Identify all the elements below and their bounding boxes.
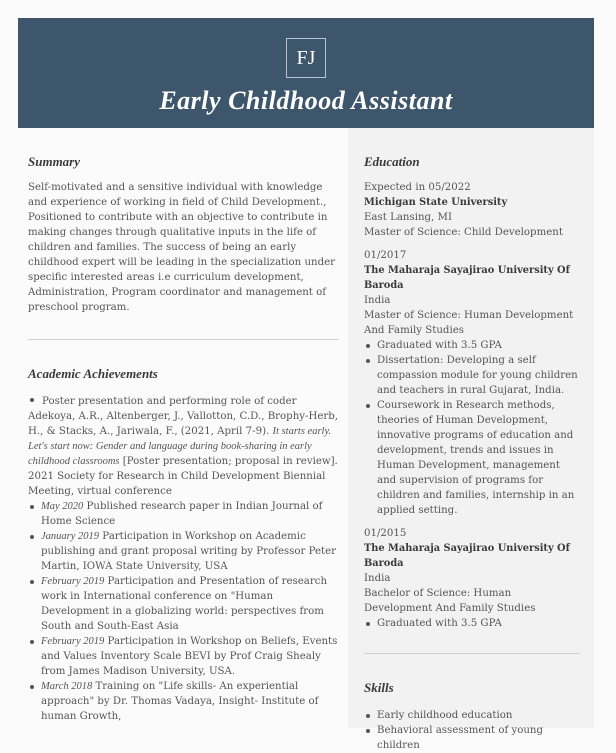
education-date: 01/2017: [364, 250, 407, 261]
education-bullet: Graduated with 3.5 GPA: [364, 616, 580, 631]
section-divider: [28, 339, 338, 340]
achievement-item: Poster presentation and performing role of coder Adekoya, A.R., Altenberger, J., Vallotton, C.D., Brophy-Herb, H., & Stacks, A., Jariwala, F., (2021, April 7-9). It starts early. Let's start now: Gender and language during book-sharing in early childhood classrooms [Poster presentation; proposal in review]. 2021 Society for Research in Child Development Biennial Meeting, virtual conference: [28, 396, 339, 497]
degree: Master of Science: Human Development And Family Studies: [364, 310, 574, 336]
skill-item: Behavioral assessment of young children: [364, 723, 580, 753]
school-location: India: [364, 573, 391, 584]
achievement-item: February 2019 Participation and Presentation of research work in International conference on "Human Development in a globalizing world: perspectives from South and South-East Asia: [28, 574, 338, 634]
summary-text: Self-motivated and a sensitive individual with knowledge and experience of working in field of Child Development., Positioned to contribute with an objective to contribute in making changes through qualitative inputs in the life of children and families. The success of being an early childhood expert will be leading in the specialization under specific interested areas i.e curriculum development, Administration, Program coordinator and management of preschool program.: [28, 182, 335, 313]
achievements-list: [28, 499, 338, 724]
bullet-icon: [30, 398, 34, 402]
summary-heading: Summary: [28, 154, 81, 169]
skills-list: [364, 708, 580, 753]
achievements-heading: Academic Achievements: [28, 366, 158, 381]
monogram-badge: FJ: [286, 38, 326, 78]
education-bullet: Graduated with 3.5 GPA: [364, 338, 580, 353]
school-name: The Maharaja Sayajirao University Of Baroda: [364, 543, 570, 569]
resume-page: [18, 18, 594, 751]
achievement-item: May 2020 Published research paper in Indian Journal of Home Science: [28, 499, 338, 529]
education-entry: [364, 526, 580, 631]
skills-section: [364, 680, 580, 753]
job-title: Early Childhood Assistant: [159, 86, 453, 115]
degree: Bachelor of Science: Human Development And Family Studies: [364, 588, 536, 614]
resume-header: [18, 18, 594, 128]
skills-heading: Skills: [364, 680, 394, 695]
education-entry: [364, 248, 580, 518]
achievement-item: January 2019 Participation in Workshop on Academic publishing and grant proposal writing by Professor Peter Martin, IOWA State University, USA: [28, 529, 338, 574]
education-bullets: [364, 338, 580, 518]
achievement-item: February 2019 Participation in Workshop on Beliefs, Events and Values Inventory Scale BEVI by Prof Craig Shealy from James Madison University, USA.: [28, 634, 338, 679]
skill-item: Early childhood education: [364, 708, 580, 723]
degree: Master of Science: Child Development: [364, 227, 563, 238]
school-name: The Maharaja Sayajirao University Of Baroda: [364, 265, 570, 291]
achievement-item: March 2018 Training on "Life skills- An experiential approach" by Dr. Thomas Vadaya, Insight- Institute of human Growth,: [28, 679, 338, 724]
education-heading: Education: [364, 154, 420, 169]
education-date: Expected in 05/2022: [364, 182, 471, 193]
summary-section: [28, 154, 338, 315]
education-bullets: [364, 616, 580, 631]
education-bullet: Coursework in Research methods, theories of Human Development, innovative programs of education and development, trends and issues in Human Development, management and supervision of programs for children and families, internship in an applied setting.: [364, 398, 580, 518]
education-entry: [364, 180, 580, 240]
left-column: [18, 128, 348, 728]
education-date: 01/2015: [364, 528, 407, 539]
education-bullet: Dissertation: Developing a self compassion module for young children and teachers in rural Gujarat, India.: [364, 353, 580, 398]
section-divider: [364, 653, 580, 654]
school-name: Michigan State University: [364, 197, 508, 208]
school-location: India: [364, 295, 391, 306]
school-location: East Lansing, MI: [364, 212, 452, 223]
achievements-section: [28, 366, 338, 724]
education-section: [364, 154, 580, 631]
right-column: [348, 128, 594, 751]
